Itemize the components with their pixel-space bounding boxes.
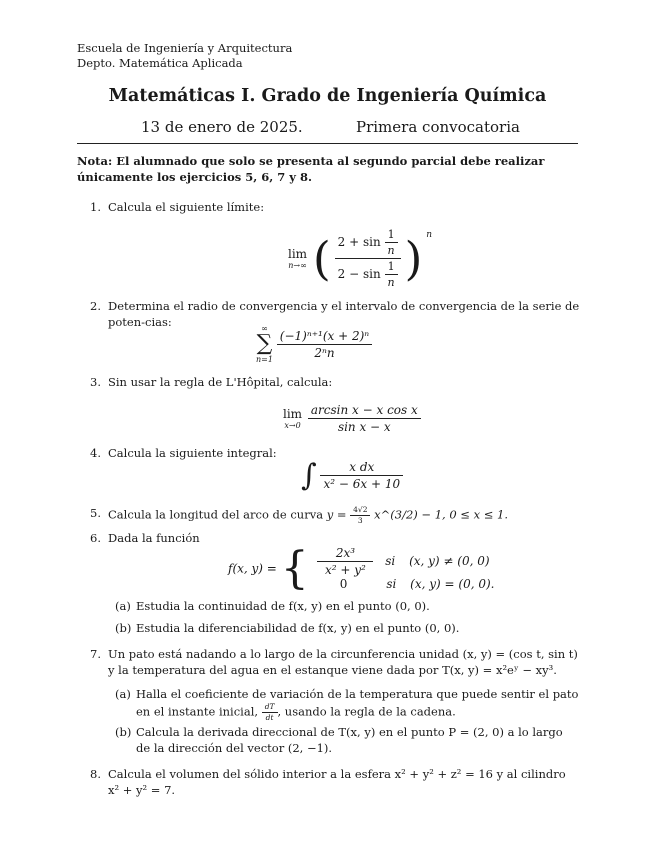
- formula-limit-2: [283, 403, 421, 434]
- si-2: si: [386, 577, 397, 591]
- dT: dT: [262, 703, 278, 713]
- denominator: x² + y²: [324, 563, 366, 577]
- sigma: ∑: [256, 331, 273, 356]
- numerator: x dx: [320, 460, 403, 476]
- numerator: (−1)ⁿ⁺¹(x + 2)ⁿ: [277, 329, 372, 345]
- zero-value: 0: [339, 577, 348, 591]
- sum-upper: ∞: [261, 324, 268, 333]
- department-name: Depto. Matemática Aplicada: [77, 56, 243, 70]
- coef-num: 4√2: [350, 506, 370, 516]
- left-paren: (: [312, 231, 331, 286]
- fraction: [335, 228, 401, 289]
- exam-date: 13 de enero de 2025.: [141, 118, 303, 136]
- condition-2: (x, y) = (0, 0).: [410, 577, 495, 591]
- part-label: (b): [115, 621, 132, 635]
- exercise-text: [108, 506, 580, 525]
- exercise-number: 7.: [90, 647, 101, 661]
- exercise-text: Calcula la siguiente integral:: [108, 446, 277, 460]
- right-paren: ): [404, 231, 423, 286]
- dt: dt: [265, 712, 274, 722]
- n: n: [387, 276, 395, 289]
- curve-rest: x^(3/2) − 1, 0 ≤ x ≤ 1.: [374, 507, 508, 522]
- one: 1: [385, 260, 398, 275]
- exercise-number: 6.: [90, 531, 101, 545]
- part-text-after: , usando la regla de la cadena.: [277, 704, 456, 718]
- title-divider: [77, 143, 578, 144]
- institution-name: Escuela de Ingeniería y Arquitectura: [77, 41, 293, 55]
- coef-den: 3: [357, 516, 363, 525]
- exercise-text: Calcula el siguiente límite:: [108, 200, 265, 214]
- formula-piecewise: [228, 543, 494, 594]
- part-label: (b): [115, 725, 132, 739]
- lim-subscript: x→0: [284, 421, 301, 430]
- numerator: 2 + sin: [337, 235, 381, 249]
- exam-note: Nota: El alumnado que solo se presenta al segundo parcial debe realizar únicamente los ejercicios 5, 6, 7 y 8.: [77, 154, 545, 184]
- part-text: Estudia la diferenciabilidad de f(x, y) en el punto (0, 0).: [136, 621, 460, 635]
- denominator: 2 − sin: [337, 267, 381, 281]
- exercise-number: 3.: [90, 375, 101, 389]
- formula-integral: [301, 458, 403, 493]
- exercise-text: Dada la función: [108, 531, 200, 545]
- exercise-text: Determina el radio de convergencia y el intervalo de convergencia de la serie de poten-cias:: [108, 299, 580, 329]
- n: n: [387, 244, 395, 257]
- si-1: si: [385, 554, 396, 568]
- exercise-text-main: Calcula la longitud del arco de curva: [108, 507, 324, 522]
- exercise-number: 1.: [90, 200, 101, 214]
- exam-title: Matemáticas I. Grado de Ingeniería Química: [108, 86, 547, 106]
- curve-lhs: y =: [326, 507, 347, 522]
- part-text: Calcula la derivada direccional de T(x, y) en el punto P = (2, 0) a lo largo de la dirección del vector (2, −1).: [136, 725, 563, 755]
- denominator: x² − 6x + 10: [323, 477, 401, 491]
- lim-label: lim: [283, 407, 303, 421]
- exercise-number: 5.: [90, 506, 101, 520]
- sum-lower: n=1: [256, 355, 273, 364]
- exercise-text: Calcula el volumen del sólido interior a la esfera x² + y² + z² = 16 y al cilindro x² + y² = 7.: [108, 767, 566, 797]
- denominator: sin x − x: [337, 420, 391, 434]
- part-text-before: Halla el coeficiente de variación de la temperatura que puede sentir el pato en el instante inicial,: [136, 687, 579, 718]
- exercise-number: 2.: [90, 299, 101, 313]
- function-lhs: f(x, y) =: [228, 561, 277, 576]
- exercise-text: Sin usar la regla de L'Hôpital, calcula:: [108, 375, 333, 389]
- exercise-number: 8.: [90, 767, 101, 781]
- integral-sign: ∫: [301, 458, 317, 493]
- exam-session: Primera convocatoria: [356, 118, 520, 136]
- part-label: (a): [115, 599, 131, 613]
- exercise-text: Un pato está nadando a lo largo de la circunferencia unidad (x, y) = (cos t, sin t) y la temperatura del agua en el estanque viene dada por T(x, y) = x²eʸ − xy³.: [108, 647, 578, 677]
- formula-series: [256, 324, 372, 364]
- lim-subscript: n→∞: [288, 261, 307, 270]
- formula-limit-1: [288, 228, 432, 289]
- numerator: arcsin x − x cos x: [308, 403, 421, 419]
- part-text: [136, 687, 580, 722]
- part-label: (a): [115, 687, 131, 701]
- condition-1: (x, y) ≠ (0, 0): [409, 554, 490, 568]
- lim-label: lim: [288, 247, 308, 261]
- denominator: 2ⁿn: [314, 345, 335, 360]
- exponent: n: [426, 230, 433, 240]
- left-brace: {: [280, 543, 309, 594]
- numerator: 2x³: [317, 546, 373, 562]
- part-text: Estudia la continuidad de f(x, y) en el punto (0, 0).: [136, 599, 430, 613]
- exercise-number: 4.: [90, 446, 101, 460]
- one: 1: [385, 228, 398, 243]
